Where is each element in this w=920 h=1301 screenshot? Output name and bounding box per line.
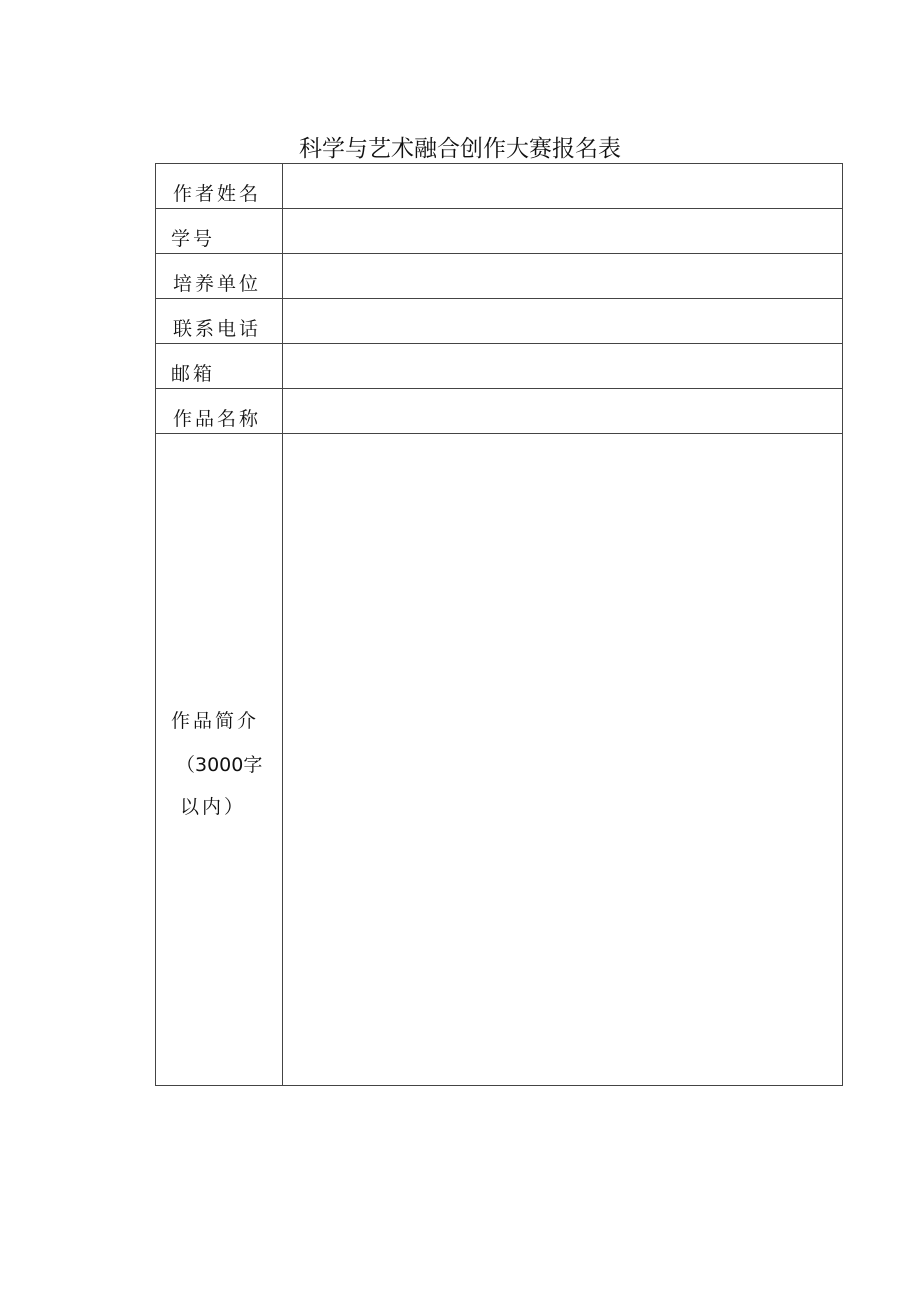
label-cell [156, 299, 283, 344]
training-unit-field[interactable] [283, 254, 843, 299]
author-name-field[interactable] [283, 164, 843, 209]
label-cell [156, 209, 283, 254]
author-name-label: 作者姓名 [173, 183, 262, 205]
form-title: 科学与艺术融合创作大赛报名表 [299, 136, 621, 162]
work-title-field[interactable] [283, 389, 843, 434]
work-intro-label-line2: （3000字 [176, 754, 263, 776]
label-cell [156, 164, 283, 209]
row-author-name [156, 164, 843, 209]
work-title-label: 作品名称 [173, 408, 262, 430]
phone-field[interactable] [283, 299, 843, 344]
work-intro-label-line1: 作品简介 [171, 710, 260, 732]
training-unit-label: 培养单位 [173, 273, 262, 295]
registration-form-table [155, 163, 843, 1086]
student-id-label: 学号 [171, 228, 216, 250]
row-work-intro [156, 434, 843, 1086]
row-work-title [156, 389, 843, 434]
row-training-unit [156, 254, 843, 299]
row-phone [156, 299, 843, 344]
row-email [156, 344, 843, 389]
phone-label: 联系电话 [173, 318, 262, 340]
work-intro-label [156, 434, 282, 1085]
label-cell [156, 344, 283, 389]
email-label: 邮箱 [171, 363, 216, 385]
work-intro-field[interactable] [283, 434, 843, 1086]
work-intro-label-line3: 以内） [180, 796, 247, 818]
label-cell [156, 434, 283, 1086]
student-id-field[interactable] [283, 209, 843, 254]
label-cell [156, 389, 283, 434]
email-field[interactable] [283, 344, 843, 389]
label-cell [156, 254, 283, 299]
row-student-id [156, 209, 843, 254]
